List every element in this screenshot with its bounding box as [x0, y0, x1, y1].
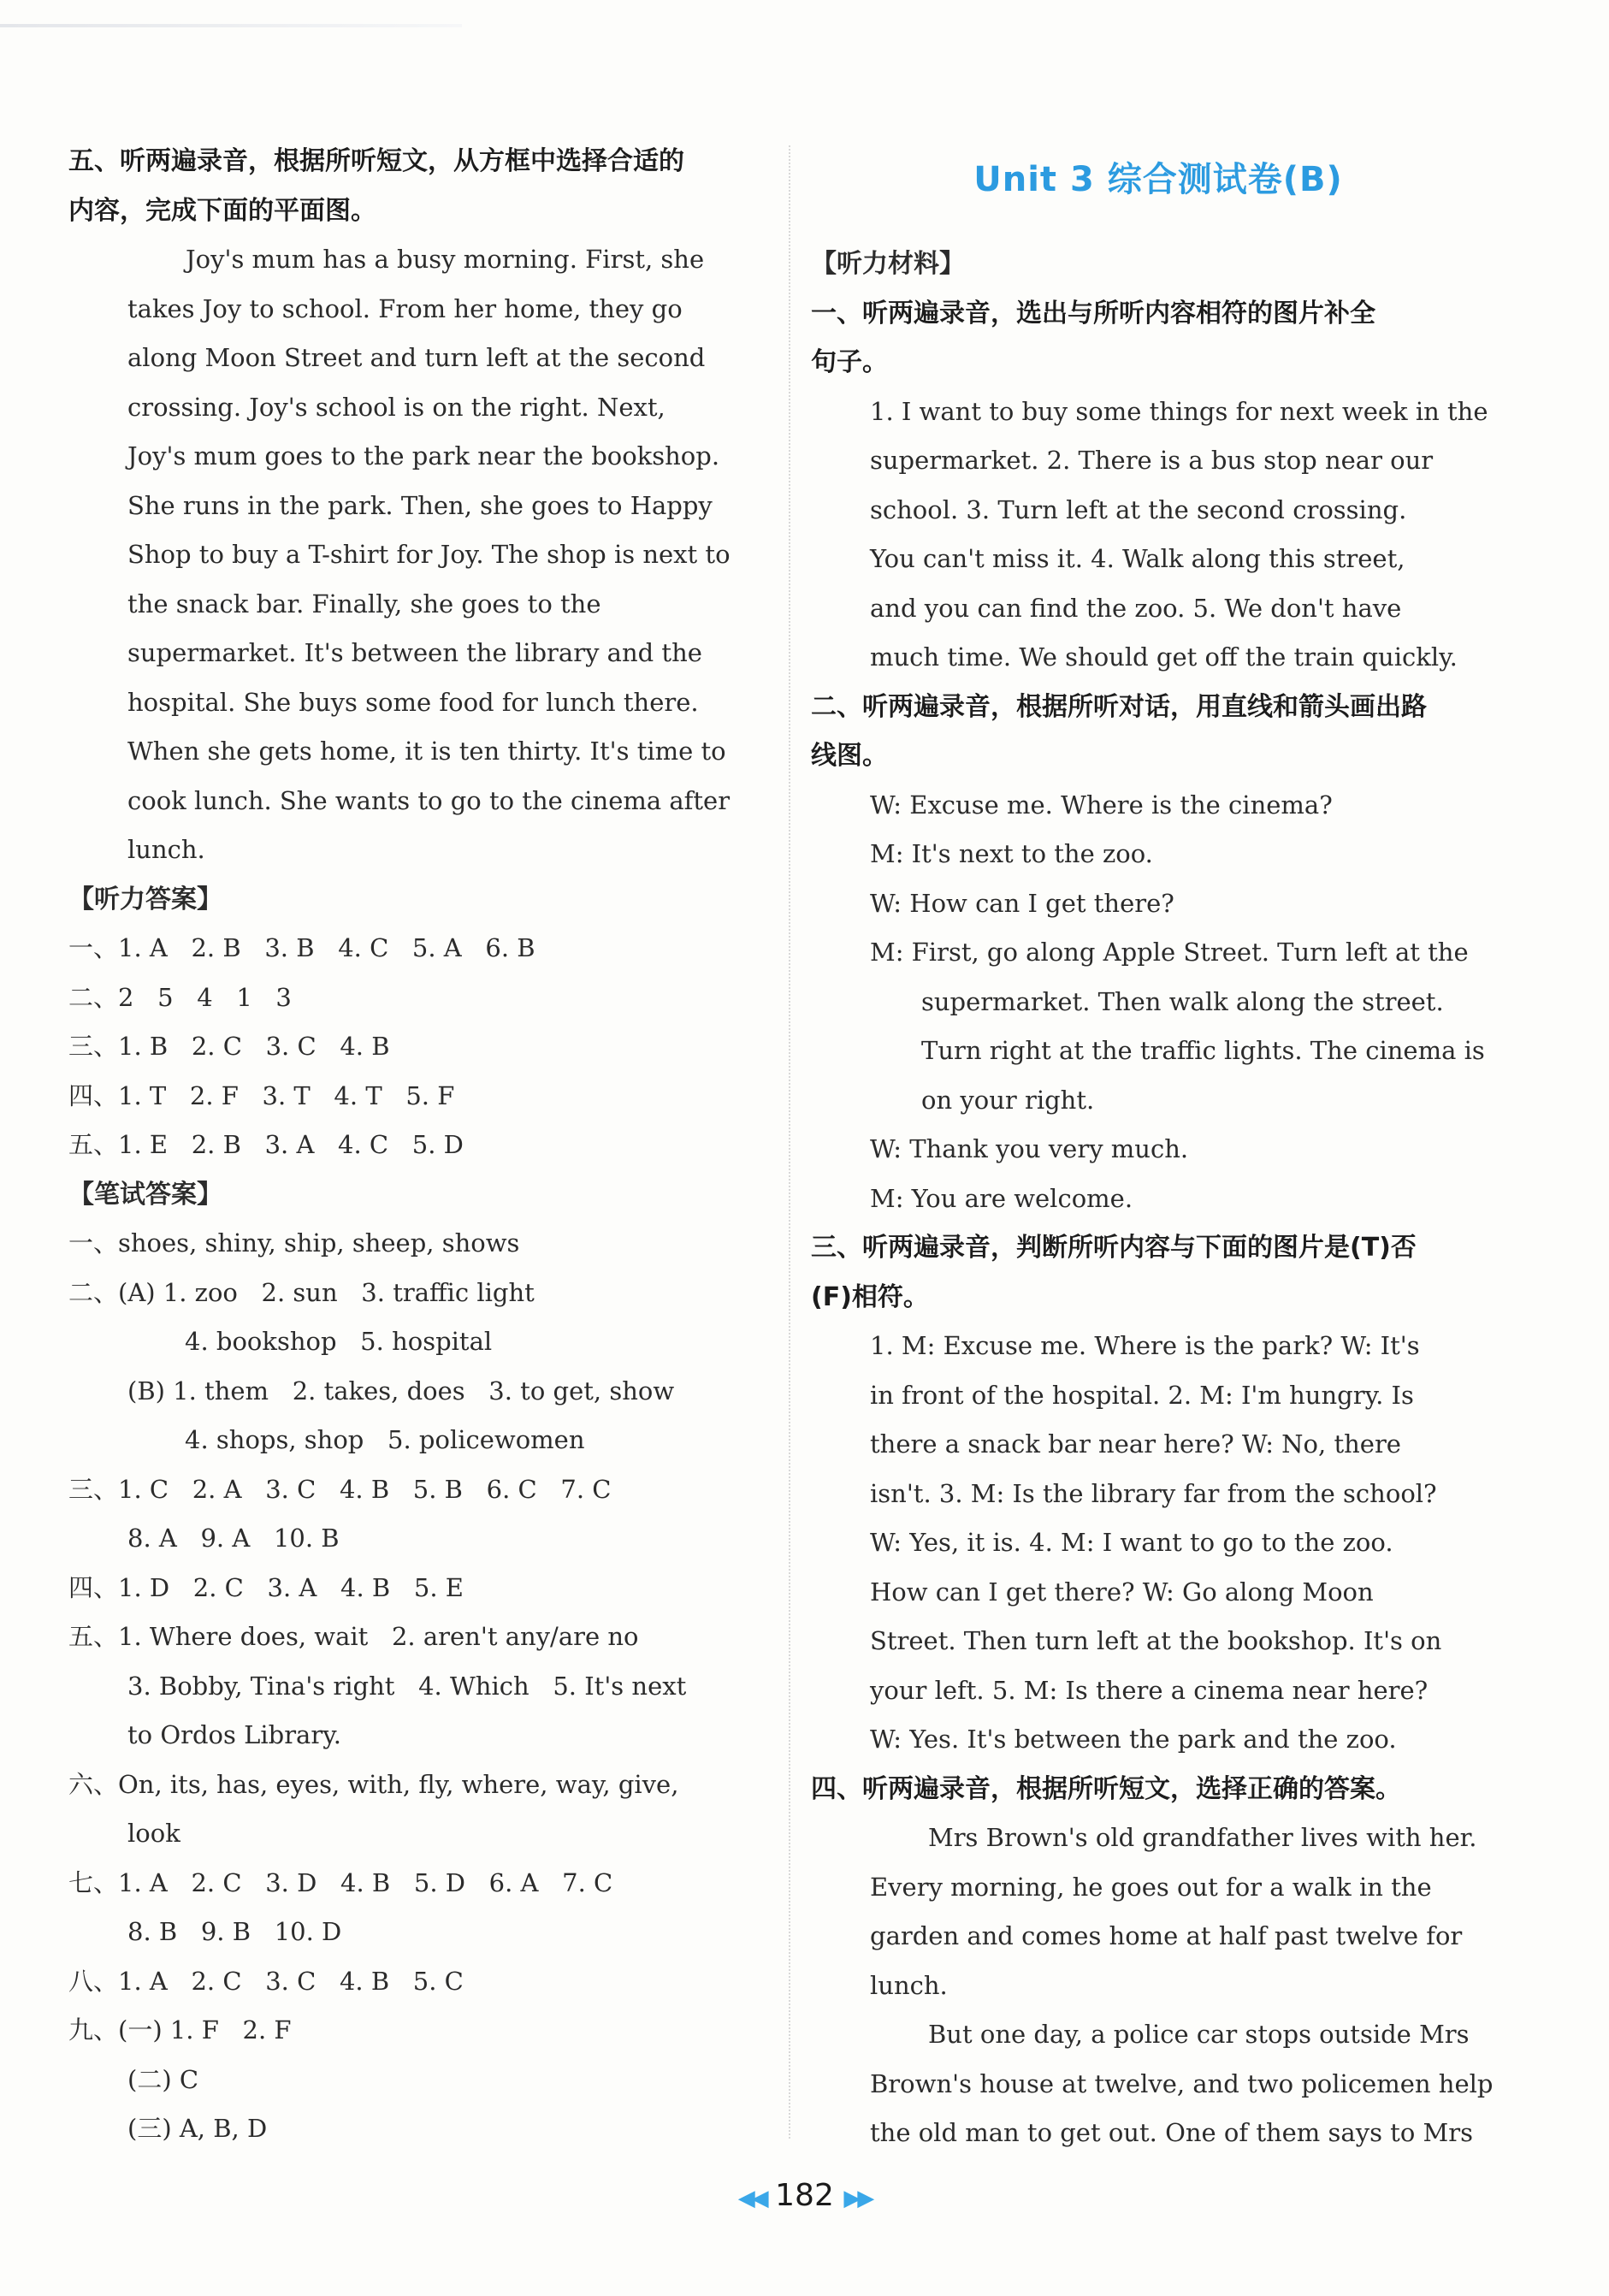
passage: [68, 235, 770, 334]
answer-row: 一、1. A 2. B 3. B 4. C 5. A 6. B: [68, 933, 535, 962]
answer-row: to Ordos Library.: [127, 1720, 341, 1749]
dialogue-line: W: Excuse me. Where is the cinema?: [870, 790, 1333, 820]
page-number: 182: [775, 2178, 834, 2213]
next-page-icon: ▶▶: [843, 2186, 872, 2211]
passage-line: Joy's mum has a busy morning. First, she: [186, 245, 705, 274]
answer-row: 4. shops, shop 5. policewomen: [185, 1425, 585, 1454]
passage-line: Joy's mum goes to the park near the bookshop.: [127, 441, 720, 470]
passage-line: Shop to buy a T-shirt for Joy. The shop is next to: [127, 540, 731, 569]
answer-row: 八、1. A 2. C 3. C 4. B 5. C: [68, 1966, 464, 1996]
answer-row: 四、1. T 2. F 3. T 4. T 5. F: [68, 1080, 455, 1110]
section-3-text: 1. M: Excuse me. Where is the park? W: It's in front of the hospital. 2. M: I'm hungry. Is there a snack bar near here? W: No, there isn't. 3. M: Is the library far from the school? W: Yes, it is. 4. M: I want to go to the zoo. How can I get there? W: Go along Moon Street. Then turn left at the bookshop. It's on your left. 5. M: Is there a cinema near here? W: Yes. It's between the park and the zoo.: [870, 1331, 1442, 1754]
answer-row: (B) 1. them 2. takes, does 3. to get, show: [127, 1376, 675, 1405]
dialogue-end: [811, 1125, 1505, 1223]
section-4-heading: 四、听两遍录音，根据所听短文，选择正确的答案。: [811, 1773, 1401, 1804]
answer-row: 二、2 5 4 1 3: [68, 982, 292, 1012]
passage-line: cook lunch. She wants to go to the cinema after: [127, 785, 731, 815]
section-1-heading: 一、听两遍录音，选出与所听内容相符的图片补全 句子。: [811, 298, 1375, 377]
written-answers-label: 【笔试答案】: [68, 1179, 222, 1210]
dialogue-line: M: You are welcome.: [870, 1183, 1133, 1213]
passage-line: When she gets home, it is ten thirty. It's time to: [127, 737, 726, 766]
dialogue-line: M: It's next to the zoo.: [870, 839, 1153, 868]
answer-row: 3. Bobby, Tina's right 4. Which 5. It's next: [127, 1671, 687, 1701]
answer-row: 8. B 9. B 10. D: [127, 1917, 342, 1946]
answer-row: 三、1. C 2. A 3. C 4. B 5. B 6. C 7. C: [68, 1474, 612, 1504]
answer-row: 九、(一) 1. F 2. F: [68, 2015, 292, 2045]
section-5-heading: 五、听两遍录音，根据所听短文，从方框中选择合适的 内容，完成下面的平面图。: [68, 146, 684, 226]
dialogue-line: W: How can I get there?: [870, 888, 1174, 918]
answer-row: 4. bookshop 5. hospital: [185, 1327, 493, 1356]
section-4-para-1: Mrs Brown's old grandfather lives with her. Every morning, he goes out for a walk in the garden and comes home at half past twelve for lunch.: [870, 1823, 1477, 2000]
listening-material-label: 【听力材料】: [811, 249, 965, 279]
answer-row: 七、1. A 2. C 3. D 4. B 5. D 6. A 7. C: [68, 1867, 613, 1897]
listening-answers-label: 【听力答案】: [68, 884, 222, 914]
right-column: [811, 152, 1505, 2158]
answer-row: 8. A 9. A 10. B: [127, 1524, 340, 1553]
dialogue: [811, 781, 1505, 929]
answer-row: 六、On, its, has, eyes, with, fly, where, way, give,: [68, 1769, 679, 1799]
dialogue-long: [811, 928, 1505, 1125]
passage-line: the snack bar. Finally, she goes to the: [127, 589, 601, 618]
answer-row: 三、1. B 2. C 3. C 4. B: [68, 1032, 390, 1061]
dialogue-line: on your right.: [921, 1085, 1095, 1115]
passage-line: supermarket. It's between the library and the: [127, 638, 702, 667]
dialogue-line: M: First, go along Apple Street. Turn left at the: [870, 938, 1469, 967]
answer-row: 二、(A) 1. zoo 2. sun 3. traffic light: [68, 1277, 535, 1307]
dialogue-line: supermarket. Then walk along the street.: [921, 986, 1444, 1016]
section-1-text: 1. I want to buy some things for next week in the supermarket. 2. There is a bus stop near our school. 3. Turn left at the second crossing. You can't miss it. 4. Walk along this street, and you can find the zoo. 5. We don't have much time. We should get off the train quickly.: [870, 396, 1488, 672]
passage-cont: [68, 334, 770, 875]
passage-line: along Moon Street and turn left at the second: [127, 343, 706, 372]
section-4-para-2: But one day, a police car stops outside Mrs Brown's house at twelve, and two policemen help the old man to get out. One of them says to Mrs: [870, 2020, 1494, 2147]
prev-page-icon: ◀◀: [737, 2186, 766, 2211]
column-divider: [789, 145, 790, 2139]
answer-row: 五、1. Where does, wait 2. aren't any/are no: [68, 1622, 639, 1651]
section-3-heading: 三、听两遍录音，判断所听内容与下面的图片是(T)否 (F)相符。: [811, 1233, 1417, 1312]
answer-row: (三) A, B, D: [127, 2114, 268, 2143]
passage-line: hospital. She buys some food for lunch there.: [127, 687, 699, 717]
answer-row: (二) C: [127, 2064, 199, 2094]
section-2-heading: 二、听两遍录音，根据所听对话，用直线和箭头画出路 线图。: [811, 691, 1427, 771]
page-title: Unit 3 综合测试卷(B): [973, 160, 1343, 199]
passage-line: crossing. Joy's school is on the right. Next,: [127, 392, 665, 422]
page-footer: [0, 2178, 1609, 2213]
passage-line: She runs in the park. Then, she goes to Happy: [127, 490, 713, 520]
left-column: [68, 137, 770, 2154]
dialogue-line: Turn right at the traffic lights. The cinema is: [921, 1036, 1485, 1065]
answer-row: 四、1. D 2. C 3. A 4. B 5. E: [68, 1572, 464, 1602]
top-decor-bar: [0, 24, 462, 27]
passage-line: takes Joy to school. From her home, they go: [127, 293, 683, 323]
answer-row: look: [127, 1819, 180, 1848]
answer-row: 一、shoes, shiny, ship, sheep, shows: [68, 1228, 520, 1257]
passage-line: lunch.: [127, 835, 205, 864]
answer-row: 五、1. E 2. B 3. A 4. C 5. D: [68, 1130, 464, 1159]
dialogue-line: W: Thank you very much.: [870, 1134, 1189, 1163]
